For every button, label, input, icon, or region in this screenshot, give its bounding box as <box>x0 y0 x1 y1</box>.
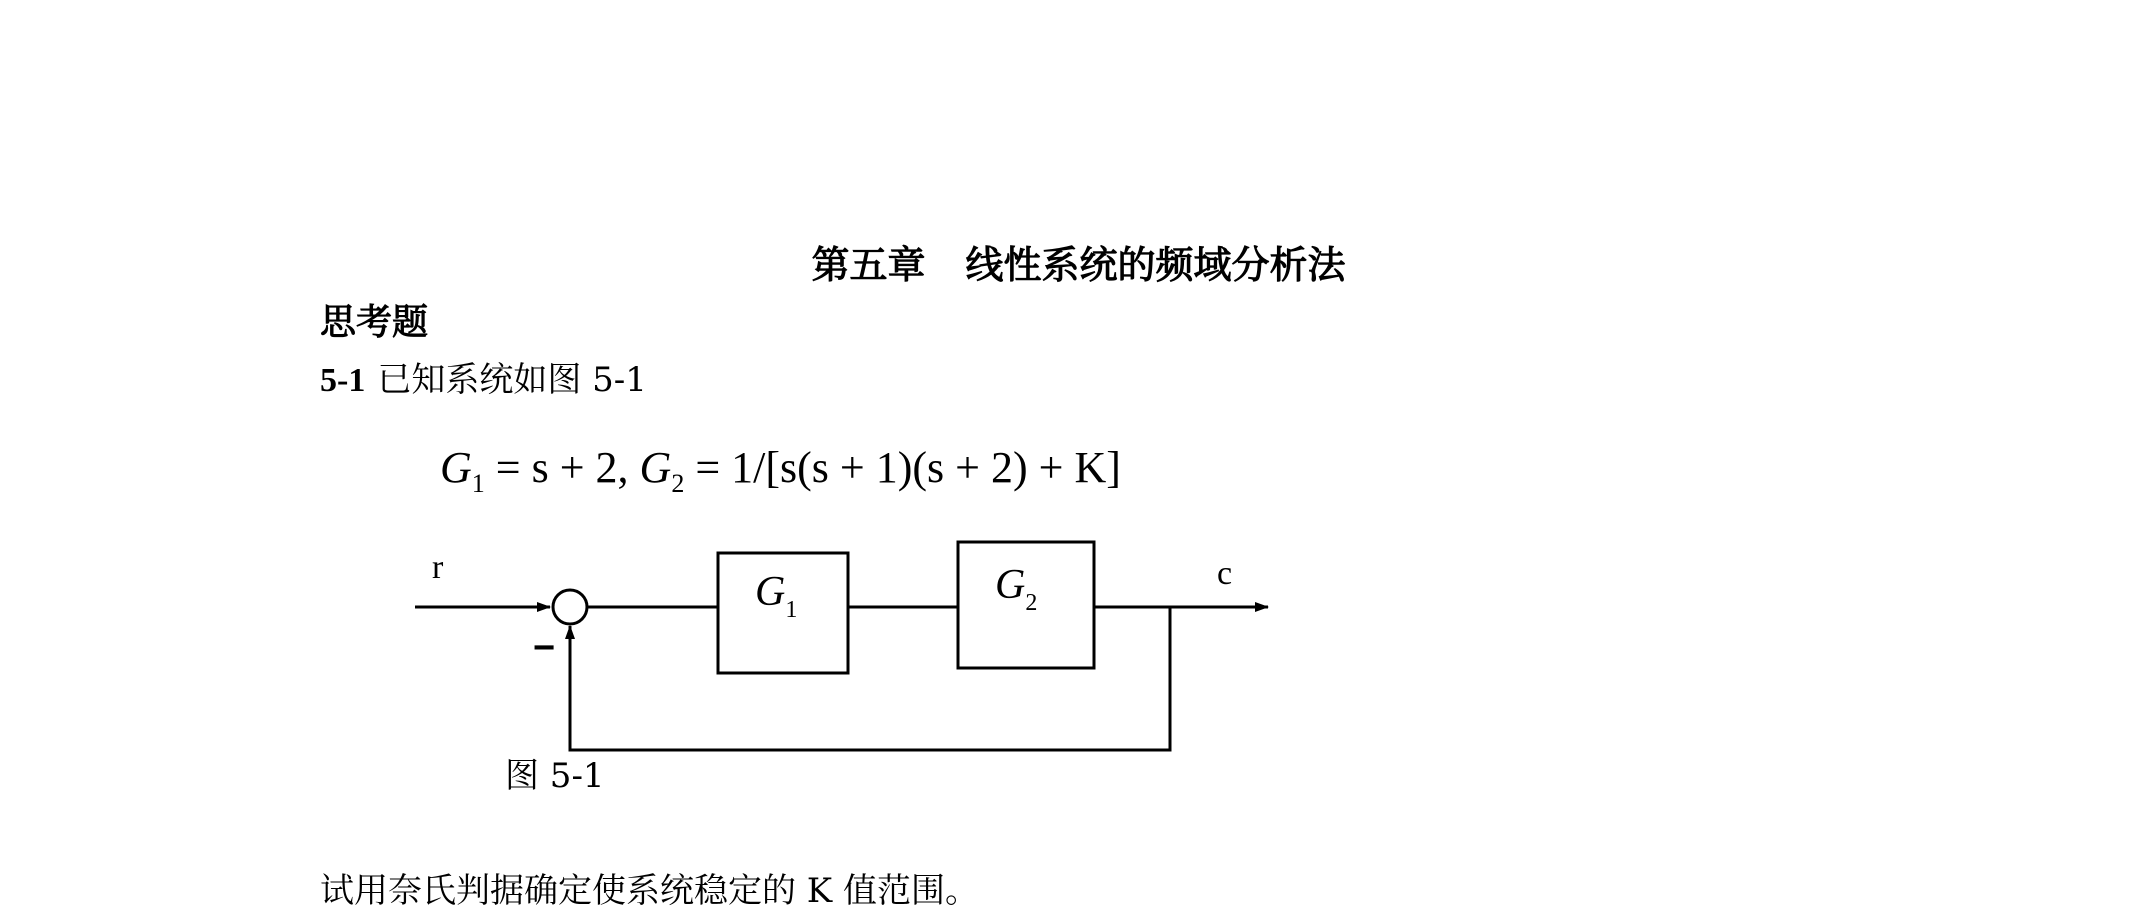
formula-g2-subscript: 2 <box>671 469 685 498</box>
chapter-label: 第五章 <box>811 243 926 287</box>
formula-g2-expression: = 1/[s(s + 1)(s + 2) + K] <box>684 443 1121 492</box>
problem-number: 5-1 <box>320 362 366 399</box>
formula-g1-expression: = s + 2, <box>484 443 640 492</box>
output-label: c <box>1217 555 1233 592</box>
question-text: 试用奈氏判据确定使系统稳定的 K 值范围。 <box>320 871 980 911</box>
input-label: r <box>432 549 444 586</box>
block-g2-label: $G_2$ <box>995 562 1038 616</box>
block-g1-label: $G_1$ <box>755 569 798 623</box>
problem-statement: 已知系统如图 5-1 <box>377 360 647 400</box>
formula-g2-symbol: G <box>639 443 672 492</box>
minus-sign: − <box>533 627 556 669</box>
section-heading: 思考题 <box>320 302 429 343</box>
formula-g1-symbol: G <box>440 443 472 492</box>
summing-junction <box>553 590 587 624</box>
formula-g1-subscript: 1 <box>471 469 485 498</box>
chapter-name: 线性系统的频域分析法 <box>965 243 1346 287</box>
figure-caption: 图 5-1 <box>505 756 605 796</box>
